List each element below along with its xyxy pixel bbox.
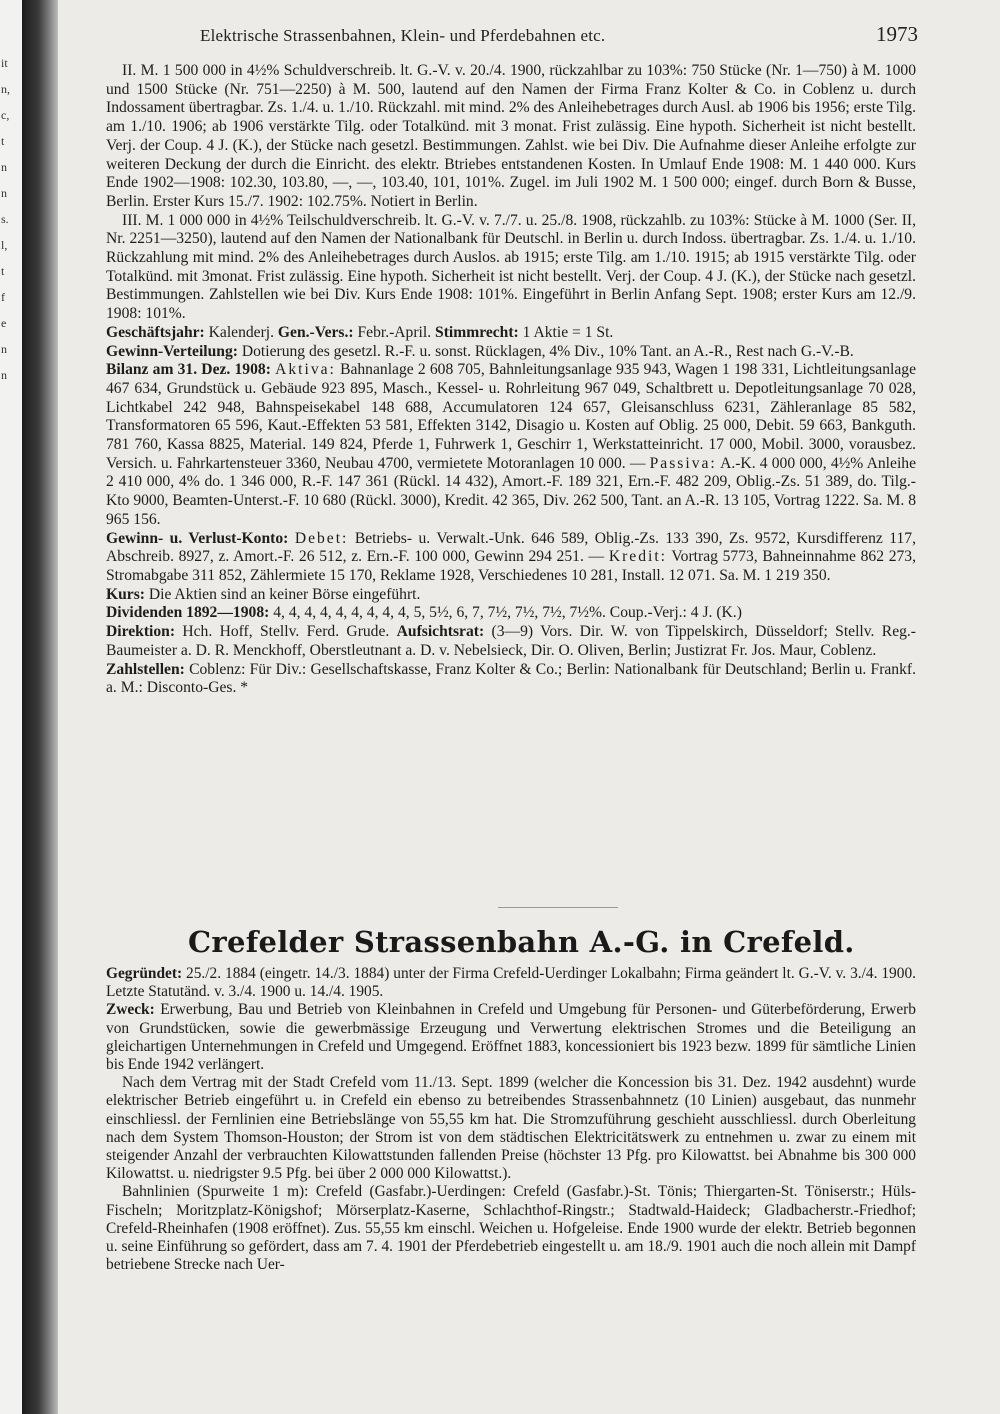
margin-fragment: it xyxy=(1,56,8,70)
label-aufsichtsrat: Aufsichtsrat: xyxy=(396,623,485,641)
label-gegruendet: Gegründet: xyxy=(106,965,183,982)
label-zweck: Zweck: xyxy=(106,1001,155,1019)
label-geschaeftsjahr: Geschäftsjahr: xyxy=(106,323,205,341)
text-passiva: A.-K. 4 000 000, 4½% Anleihe 2 410 000, 4% do. 1 346 000, R.-F. 147 361 (Rückl. 14 432), Amort.-F. 189 321, Ern.-F. 482 209, Oblig.-Zs. 51 389, do. Tilg.-Kto 9000, Beamten-Unterst.-F. 10 680 (Rückl. 3000), Kredit. 42 365, Div. 262 500, Tant. an A.-R. 13 105, Vortrag 1222. Sa. M. 8 965 156. xyxy=(106,454,916,528)
text-gegruendet: 25./2. 1884 (eingetr. 14./3. 1884) unter der Firma Crefeld-Uerdinger Lokalbahn; Firma geändert lt. G.-V. v. 3./4. 1900. Letzte Statutänd. v. 3./4. 1900 u. 14./4. 1905. xyxy=(106,965,916,1001)
running-title: Elektrische Strassenbahnen, Klein- und Pferdebahnen etc. xyxy=(200,26,606,45)
paragraph-geschaeftsjahr xyxy=(106,324,916,343)
margin-fragment: n xyxy=(1,342,7,356)
label-passiva: Passiva: xyxy=(649,454,717,472)
paragraph-dividenden xyxy=(106,604,916,623)
text-zweck: Erwerbung, Bau und Betrieb von Kleinbahnen in Crefeld und Umgebung für Personen- und Güterbeförderung, Erwerb von Grundstücken, sowie die gewerbmässige Erzeugung und Verwertung elektrischen Stromes und die Beteiligung an gleichartigen Unternehmungen in Crefeld und Umgegend. Eröffnet 1883, koncessioniert bis 1923 bezw. 1899 für sämtliche Linien bis Ende 1942 verlängert. xyxy=(106,1001,916,1074)
margin-fragment: n xyxy=(1,186,7,200)
text-gen-vers: Febr.-April. xyxy=(353,323,436,341)
text-debet: Betriebs- u. Verwalt.-Unk. 646 589, Oblig.-Zs. 133 390, Zs. 9572, Kursdifferenz 117, Abschreib. 8927, z. Amort.-F. 26 512, z. Ern.-F. 100 000, Gewinn 294 251. — xyxy=(106,529,917,566)
facing-page-fragments xyxy=(1,50,21,388)
margin-fragment: t xyxy=(1,264,5,278)
margin-fragment: t xyxy=(1,134,5,148)
paragraph-bilanz xyxy=(106,361,916,529)
label-stimmrecht: Stimmrecht: xyxy=(435,323,519,341)
paragraph-direktion xyxy=(106,623,916,660)
label-bilanz: Bilanz am 31. Dez. 1908: xyxy=(106,361,271,379)
margin-fragment: n xyxy=(1,368,7,382)
text-direktion: Hch. Hoff, Stellv. Ferd. Grude. xyxy=(175,623,397,641)
margin-fragment: n xyxy=(1,160,7,174)
paragraph-kurs xyxy=(106,586,916,605)
label-kurs: Kurs: xyxy=(106,585,145,603)
label-zahlstellen: Zahlstellen: xyxy=(106,660,185,678)
company-title: Crefelder Strassenbahn A.-G. in Crefeld. xyxy=(188,925,855,959)
paragraph-anleihe-2: II. M. 1 500 000 in 4½% Schuldverschreib. lt. G.-V. v. 20./4. 1900, rückzahlbar zu 103%: 750 Stücke (Nr. 1—750) à M. 1000 und 1500 Stücke (Nr. 751—2250) à M. 500, lautend auf den Namen der Firma Franz Kolter & Co. in Coblenz u. durch Indossament übertragbar. Zs. 1./4. u. 1./10. Rückzahl. mit mind. 2% des Anleihebetrages durch Ausl. ab 1906 bis 1956; erste Tilg. am 1./10. 1906; ab 1906 verstärkte Tilg. oder Totalkünd. mit 3 monat. Frist zulässig. Eine hypoth. Sicherheit ist nicht bestellt. Verj. der Coup. 4 J. (K.), der Stücke nach gesetzl. Bestimmungen. Zahlst. wie bei Div. Die Aufnahme dieser Anleihe erfolgte zur weiteren Deckung der durch die Einricht. des elektr. Btriebes entstandenen Kosten. In Umlauf Ende 1908: M. 1 440 000. Kurs Ende 1902—1908: 102.30, 103.80, —, —, 103.40, 101, 101%. Zugel. im Juli 1902 M. 1 500 000; eingef. durch Born & Busse, Berlin. Erster Kurs 15./7. 1902: 102.75%. Notiert in Berlin. xyxy=(106,62,916,210)
paragraph-gegruendet xyxy=(106,965,916,1001)
paragraph-gewinn-verlust xyxy=(106,530,916,586)
section-previous-company xyxy=(106,62,916,698)
paragraph-zweck xyxy=(106,1001,916,1074)
label-gen-vers: Gen.-Vers.: xyxy=(277,323,354,341)
label-aktiva: Aktiva: xyxy=(275,361,336,379)
text-kurs: Die Aktien sind an keiner Börse eingeführt. xyxy=(144,585,421,603)
margin-fragment: e xyxy=(1,316,7,330)
label-kredit: Kredit: xyxy=(608,548,668,566)
text-aufsichtsrat: (3—9) Vors. Dir. W. von Tippelskirch, Düsseldorf; Stellv. Reg.-Baumeister a. D. R. Menckhoff, Oberstleutnant a. D. v. Nebelsieck, Dir. O. Oliven, Berlin; Justizrat Fr. Jos. Maur, Coblenz. xyxy=(106,623,916,659)
text-stimmrecht: 1 Aktie = 1 St. xyxy=(518,323,614,341)
margin-fragment: f xyxy=(1,290,5,304)
paragraph-zahlstellen xyxy=(106,661,916,698)
text-dividenden: 4, 4, 4, 4, 4, 4, 4, 4, 4, 5, 5½, 6, 7, 7½, 7½, 7½, 7½%. Coup.-Verj.: 4 J. (K.) xyxy=(269,604,742,622)
label-gewinn-verlust: Gewinn- u. Verlust-Konto: xyxy=(106,529,289,547)
paragraph-bahnlinien: Bahnlinien (Spurweite 1 m): Crefeld (Gasfabr.)-Uerdingen: Crefeld (Gasfabr.)-St. Tönis; Thiergarten-St. Töniserstr.; Hüls-Fischeln; Moritzplatz-Königshof; Mörserplatz-Kaserne, Schlachthof-Ringstr.; Stadtwald-Haideck; Gladbacherstr.-Friedhof; Crefeld-Rheinhafen (1908 eröffnet). Zus. 55,55 km einschl. Weichen u. Hofgeleise. Ende 1900 wurde der elektr. Betrieb begonnen u. seine Einführung so gefördert, dass am 7. 4. 1901 der Pferdebetrieb eingestellt u. am 18./9. 1901 auch die noch allein mit Dampf betriebene Strecke nach Uer- xyxy=(106,1183,916,1274)
margin-fragment: c, xyxy=(1,108,10,122)
page-header xyxy=(188,20,918,46)
paragraph-anleihe-3: III. M. 1 000 000 in 4½% Teilschuldverschreib. lt. G.-V. v. 7./7. u. 25./8. 1908, rückzahlb. zu 103%: Stücke à M. 1000 (Ser. II, Nr. 2251—3250), lautend auf den Namen der Nationalbank für Deutschl. in Berlin u. durch Indoss. übertragbar. Zs. 1./4. u. 1./10. Rückzahlung mit mind. 2% des Anleihebetrages durch Auslos. ab 1915; erste Tilg. am 1./10. 1915; ab 1915 verstärkte Tilg. oder Totalkünd. mit 3monat. Frist zulässig. Eine hypoth. Sicherheit ist nicht bestellt. Verj. der Coup. 4 J. (K.), der Stücke nach gesetzl. Bestimmungen. Zahlstellen wie bei Div. Kurs Ende 1908: 101%. Eingeführt in Berlin Anfang Sept. 1908; erster Kurs am 12./9. 1908: 101%. xyxy=(106,211,916,323)
facing-page-edge xyxy=(0,0,22,1414)
page xyxy=(58,0,1000,1414)
page-number: 1973 xyxy=(876,22,918,46)
section-crefelder-strassenbahn xyxy=(106,965,916,1274)
text-gewinn-verteilung: Dotierung des gesetzl. R.-F. u. sonst. Rücklagen, 4% Div., 10% Tant. an A.-R., Rest nach G.-V.-B. xyxy=(237,342,854,360)
margin-fragment: s. xyxy=(1,212,9,226)
paragraph-vertrag: Nach dem Vertrag mit der Stadt Crefeld vom 11./13. Sept. 1899 (welcher die Koncession bis 31. Dez. 1942 ausdehnt) wurde elektrischer Betrieb eingeführt u. in Crefeld ein ebenso zu betreibendes Strassenbahnnetz (10 Linien) ausgebaut, das nunmehr einschliessl. der Fernlinien eine Betriebslänge von 55,55 km hat. Die Stromzuführung geschieht ausschliessl. durch Oberleitung nach dem System Thomson-Houston; der Strom ist von dem städtischen Elektricitätswerk zu entnehmen u. zwar zu einem mit steigender Anzahl der verbrauchten Kilowattstunden fallenden Preise (höchster 13 Pfg. pro Kilowattst. bei Abnahme bis 300 000 Kilowattst. u. niedrigster 9.5 Pfg. bei über 2 000 000 Kilowattst.). xyxy=(106,1074,916,1183)
paragraph-gewinn-verteilung xyxy=(106,343,916,362)
label-gewinn-verteilung: Gewinn-Verteilung: xyxy=(106,342,238,360)
text-kredit: Vortrag 5773, Bahneinnahme 862 273, Stromabgabe 311 852, Zählermiete 15 170, Reklame 1928, Verschiedenes 10 281, Install. 12 071. Sa. M. 1 219 350. xyxy=(106,548,916,584)
book-gutter xyxy=(22,0,58,1414)
section-divider xyxy=(498,907,618,908)
label-debet: Debet: xyxy=(294,529,349,547)
label-dividenden: Dividenden 1892—1908: xyxy=(106,604,270,622)
text-zahlstellen: Coblenz: Für Div.: Gesellschaftskasse, Franz Kolter & Co.; Berlin: Nationalbank für Deutschland; Berlin u. Frankf. a. M.: Disconto-Ges. * xyxy=(106,660,916,697)
margin-fragment: n, xyxy=(1,82,10,96)
margin-fragment: l, xyxy=(1,238,8,252)
text-geschaeftsjahr: Kalenderj. xyxy=(204,323,278,341)
text-aktiva: Bahnanlage 2 608 705, Bahnleitungsanlage 935 943, Wagen 1 198 331, Lichtleitungsanlage 467 634, Grundstück u. Gebäude 923 895, Masch., Kessel- u. Rohrleitung 967 049, Schaltbrett u. Depotleitungsanlage 70 028, Lichtkabel 242 948, Bahnspeisekabel 148 688, Accumulatoren 124 657, Gleisanschluss 6231, Zähleranlage 85 582, Transformatoren 65 596, Kaut.-Effekten 53 581, Effekten 3142, Disagio u. Kosten auf Oblig. 25 000, Debit. 59 663, Bankguth. 781 760, Kassa 8825, Material. 149 824, Pferde 1, Fuhrwerk 1, Geschirr 1, Werkstatteinricht. 17 000, Mobil. 3000, vorausbez. Versich. u. Fahrkartensteuer 3360, Neubau 4700, vermietete Motoranlagen 10 000. — xyxy=(106,361,916,472)
label-direktion: Direktion: xyxy=(106,623,176,641)
